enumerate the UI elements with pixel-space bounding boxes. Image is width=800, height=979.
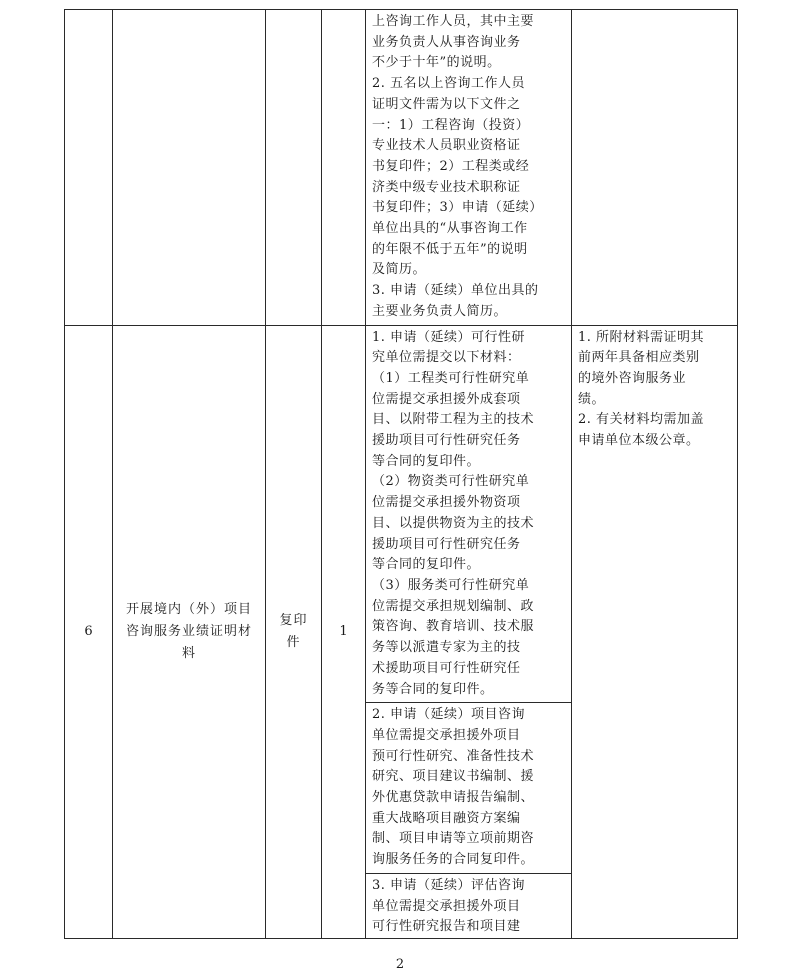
text-line: 位需提交承担援外成套项 <box>372 391 521 407</box>
text-line: 援助项目可行性研究任务 <box>372 536 521 552</box>
requirement-3 <box>366 873 571 938</box>
text-line: 制、项目申请等立项前期咨 <box>372 831 535 847</box>
text-line: 上咨询工作人员，其中主要 <box>372 14 535 29</box>
copies-count: 1 <box>339 624 348 640</box>
text-line: 单位出具的“从事咨询工作 <box>372 221 528 237</box>
text-line: 预可行性研究、准备性技术 <box>372 748 535 764</box>
text-line: 业务负责人从事咨询业务 <box>372 34 521 50</box>
doc-type: 复印件 <box>279 612 308 650</box>
text-line: 绩。 <box>578 391 606 407</box>
requirements-table <box>64 9 738 939</box>
requirements-text <box>366 10 571 325</box>
text-line: 研究、项目建议书编制、援 <box>372 769 535 785</box>
text-line: 外优惠贷款申请报告编制、 <box>372 790 535 806</box>
text-line: 专业技术人员职业资格证 <box>372 138 521 154</box>
text-line: （3）服务类可行性研究单 <box>372 577 530 593</box>
text-line: 1. 所附材料需证明其 <box>578 329 705 345</box>
requirement-2 <box>366 702 571 873</box>
text-line: 及简历。 <box>372 262 427 278</box>
notes-cell <box>572 10 738 326</box>
copies-cell <box>322 10 366 326</box>
text-line: 可行性研究报告和项目建 <box>372 919 521 935</box>
text-line: 位需提交承担援外物资项 <box>372 495 521 511</box>
text-line: （1）工程类可行性研究单 <box>372 370 530 386</box>
table-row <box>65 325 738 938</box>
text-line: 不少于十年”的说明。 <box>372 55 501 71</box>
text-line: 援助项目可行性研究任务 <box>372 433 521 449</box>
text-line: 术援助项目可行性研究任 <box>372 660 521 676</box>
table-row-continued <box>65 10 738 326</box>
copies-cell <box>322 325 366 938</box>
text-line: 位需提交承担规划编制、政 <box>372 598 535 614</box>
text-line: 济类中级专业技术职称证 <box>372 179 521 195</box>
text-line: 书复印件；2）工程类或经 <box>372 158 530 174</box>
text-line: 单位需提交承担援外项目 <box>372 898 521 914</box>
item-name-cell <box>113 325 266 938</box>
text-line: 询服务任务的合同复印件。 <box>372 852 535 868</box>
page-number: 2 <box>395 957 405 972</box>
text-line: 申请单位本级公章。 <box>578 433 700 449</box>
doc-type-cell <box>266 10 322 326</box>
item-name-cell <box>113 10 266 326</box>
text-line: 前两年具备相应类别 <box>578 350 700 366</box>
text-line: 务等以派遣专家为主的技 <box>372 640 521 656</box>
text-line: 1. 申请（延续）可行性研 <box>372 329 526 345</box>
text-line: 一：1）工程咨询（投资） <box>372 117 530 133</box>
notes-cell <box>572 325 738 938</box>
index-cell <box>65 325 113 938</box>
text-line: 3. 申请（延续）单位出具的 <box>372 283 539 299</box>
text-line: 3. 申请（延续）评估咨询 <box>372 877 526 893</box>
text-line: 等合同的复印件。 <box>372 557 481 573</box>
text-line: 务等合同的复印件。 <box>372 681 494 697</box>
text-line: 2. 申请（延续）项目咨询 <box>372 707 526 723</box>
text-line: （2）物资类可行性研究单 <box>372 474 530 490</box>
text-line: 目、以提供物资为主的技术 <box>372 515 535 531</box>
text-line: 策咨询、教育培训、技术服 <box>372 619 535 635</box>
text-line: 书复印件；3）申请（延续） <box>372 200 543 216</box>
doc-type-cell <box>266 325 322 938</box>
text-line: 2. 有关材料均需加盖 <box>578 412 705 428</box>
text-line: 究单位需提交以下材料： <box>372 350 521 366</box>
text-line: 等合同的复印件。 <box>372 453 481 469</box>
item-name: 开展境内（外）项目咨询服务业绩证明材料 <box>125 601 252 661</box>
index-cell <box>65 10 113 326</box>
text-line: 目、以附带工程为主的技术 <box>372 412 535 428</box>
requirements-cell <box>366 10 572 326</box>
text-line: 重大战略项目融资方案编 <box>372 810 521 826</box>
notes-text <box>572 326 737 454</box>
text-line: 主要业务负责人简历。 <box>372 303 508 319</box>
text-line: 证明文件需为以下文件之 <box>372 96 521 112</box>
requirements-cell <box>366 325 572 938</box>
text-line: 的年限不低于五年”的说明 <box>372 241 528 257</box>
text-line: 的境外咨询服务业 <box>578 370 687 386</box>
requirement-1 <box>366 326 571 703</box>
text-line: 单位需提交承担援外项目 <box>372 727 521 743</box>
text-line: 2. 五名以上咨询工作人员 <box>372 76 526 92</box>
row-index: 6 <box>84 624 93 640</box>
